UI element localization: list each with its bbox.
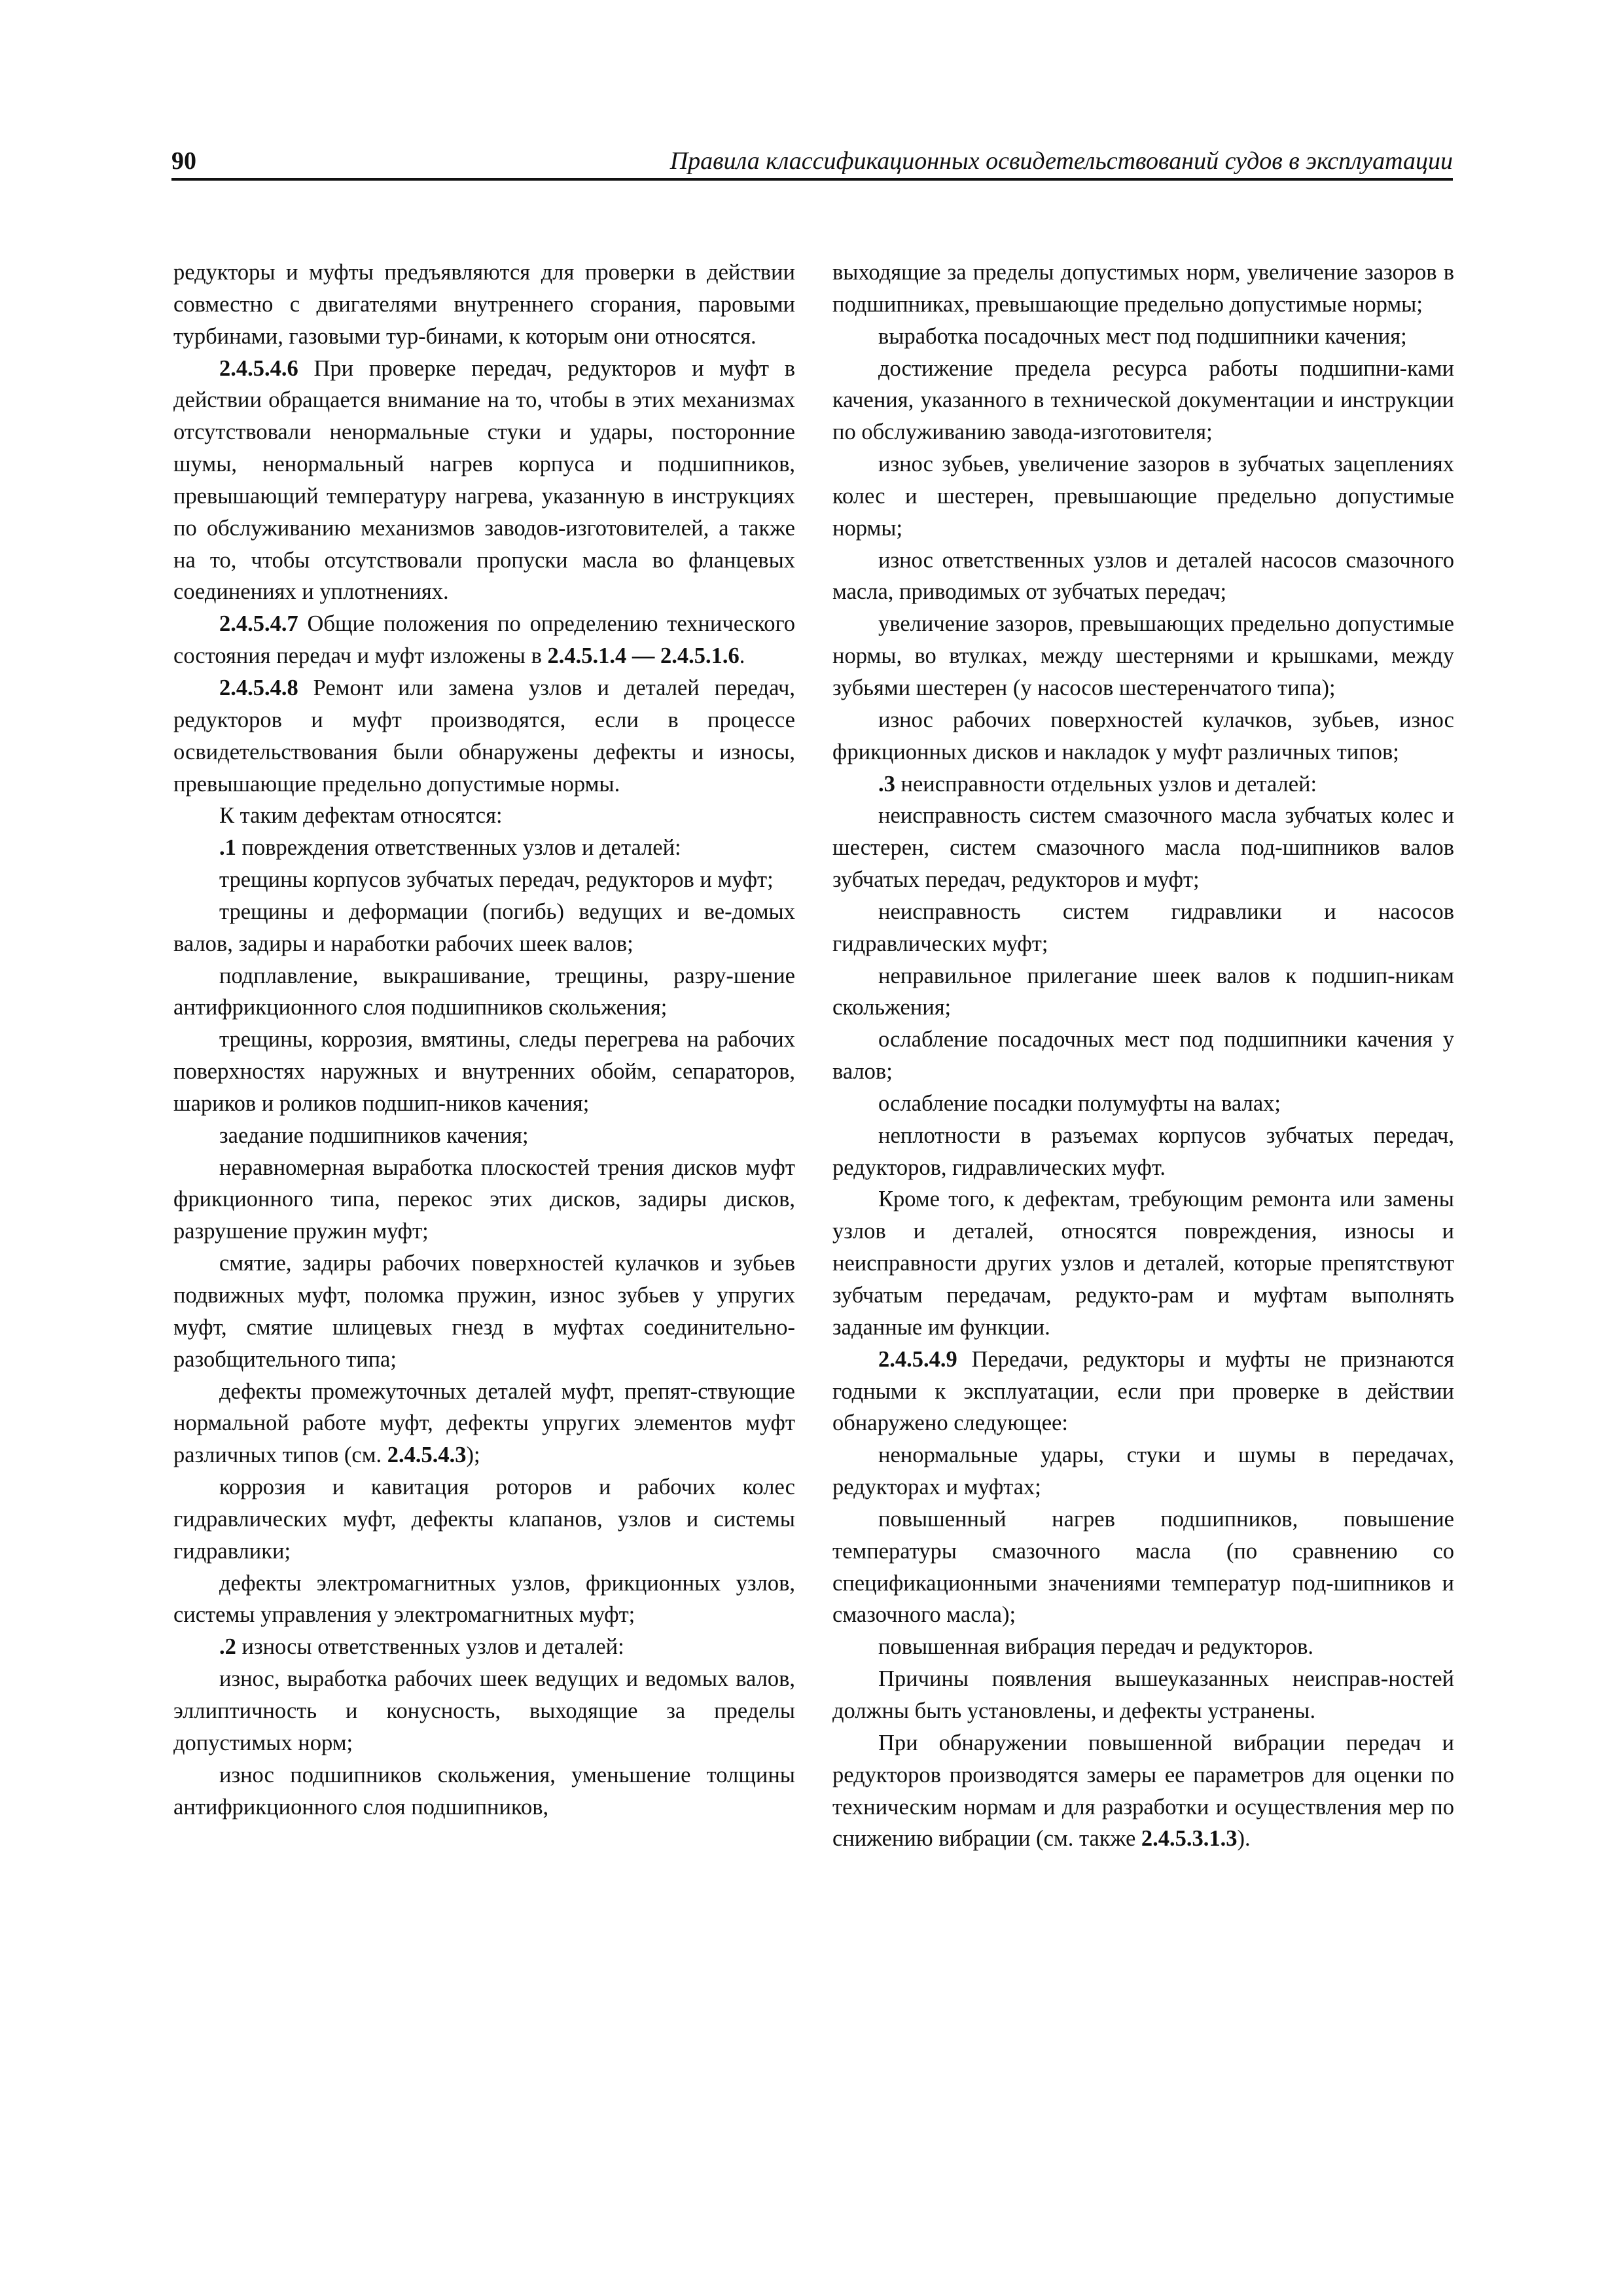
right-column bbox=[832, 257, 1454, 1855]
cross-reference: 2.4.5.1.4 — 2.4.5.1.6 bbox=[547, 643, 740, 669]
list-heading bbox=[173, 832, 795, 864]
paragraph-text: дефекты промежуточных деталей муфт, препят-ствующие нормальной работе муфт, дефекты упругих элементов муфт различных типов (см. bbox=[173, 1378, 795, 1468]
paragraph-text: неисправности отдельных узлов и деталей: bbox=[895, 771, 1317, 797]
paragraph-text: износы ответственных узлов и деталей: bbox=[236, 1634, 624, 1660]
list-item: увеличение зазоров, превышающих предельно допустимые нормы, во втулках, между шестернями и крышками, между зубьями шестерен (у насосов шестеренчатого типа); bbox=[832, 611, 1454, 700]
section-number: 2.4.5.4.6 bbox=[219, 355, 298, 381]
paragraph bbox=[173, 608, 795, 672]
paragraph-text: При обнаружении повышенной вибрации передач и редукторов производятся замеры ее параметров для оценки по техническим нормам и для разработки и осуществления мер по снижению вибрации (см. также bbox=[832, 1730, 1454, 1852]
list-heading bbox=[173, 1631, 795, 1663]
list-item: ненормальные удары, стуки и шумы в передачах, редукторах и муфтах; bbox=[832, 1443, 1454, 1500]
paragraph-text: Ремонт или замена узлов и деталей передач, редукторов и муфт производятся, если в процессе освидетельствования были обнаружены дефекты и износы, превышающие предельно допустимые нормы. bbox=[173, 675, 795, 797]
paragraph bbox=[832, 1727, 1454, 1855]
list-item: ослабление посадочных мест под подшипники качения у валов; bbox=[832, 1027, 1454, 1085]
paragraph: Кроме того, к дефектам, требующим ремонта или замены узлов и деталей, относятся повреждения, износы и неисправности других узлов и деталей, которые препятствуют зубчатым передачам, редукто-рам и муфтам выполнять заданные им функции. bbox=[832, 1187, 1454, 1340]
list-number: .1 bbox=[219, 835, 236, 861]
section-number: 2.4.5.4.7 bbox=[219, 611, 298, 637]
cross-reference: 2.4.5.3.1.3 bbox=[1141, 1826, 1238, 1852]
list-item: дефекты электромагнитных узлов, фрикционных узлов, системы управления у электромагнитных муфт; bbox=[173, 1570, 795, 1628]
paragraph: Причины появления вышеуказанных неисправ-ностей должны быть установлены, и дефекты устранены. bbox=[832, 1666, 1454, 1723]
list-item: достижение предела ресурса работы подшипни-ками качения, указанного в технической документации и инструкции по обслуживанию завода-изготовителя; bbox=[832, 355, 1454, 445]
list-item: подплавление, выкрашивание, трещины, разру-шение антифрикционного слоя подшипников скольжения; bbox=[173, 963, 795, 1020]
paragraph-text: повреждения ответственных узлов и деталей: bbox=[236, 835, 681, 861]
list-item: неплотности в разъемах корпусов зубчатых передач, редукторов, гидравлических муфт. bbox=[832, 1122, 1454, 1180]
list-item: износ подшипников скольжения, уменьшение толщины антифрикционного слоя подшипников, bbox=[173, 1762, 795, 1820]
paragraph bbox=[173, 353, 795, 609]
list-item: заедание подшипников качения; bbox=[219, 1122, 529, 1148]
paragraph-text: Общие положения по определению технического состояния передач и муфт изложены в bbox=[173, 611, 795, 669]
list-number: .3 bbox=[878, 771, 895, 797]
section-number: 2.4.5.4.8 bbox=[219, 675, 298, 700]
paragraph-text: При проверке передач, редукторов и муфт в действии обращается внимание на то, чтобы в этих механизмах отсутствовали ненормальные стуки и удары, посторонние шумы, ненормальный нагрев корпуса и подшипников, превышающий температуру нагрева, указанную в инструкциях по обслуживанию механизмов заводов-изготовителей, а также на то, чтобы отсутствовали пропуски масла во фланцевых соединениях и уплотнениях. bbox=[173, 355, 795, 605]
list-item: смятие, задиры рабочих поверхностей кулачков и зубьев подвижных муфт, поломка пружин, износ зубьев у упругих муфт, смятие шлицевых гнезд в муфтах соединительно-разобщительного типа; bbox=[173, 1251, 795, 1372]
list-item: выработка посадочных мест под подшипники качения; bbox=[878, 323, 1407, 349]
paragraph: редукторы и муфты предъявляются для проверки в действии совместно с двигателями внутреннего сгорания, паровыми турбинами, газовыми тур-бинами, к которым они относятся. bbox=[173, 260, 795, 349]
list-number: .2 bbox=[219, 1634, 236, 1660]
paragraph-text: ); bbox=[466, 1443, 480, 1468]
page-header bbox=[171, 144, 1453, 178]
left-column bbox=[173, 257, 795, 1823]
paragraph-text: Передачи, редукторы и муфты не признаются годными к эксплуатации, если при проверке в действии обнаружено следующее: bbox=[832, 1346, 1454, 1436]
page-number: 90 bbox=[171, 147, 196, 175]
paragraph bbox=[832, 1344, 1454, 1440]
list-item: неисправность систем гидравлики и насосов гидравлических муфт; bbox=[832, 899, 1454, 956]
list-item: ослабление посадки полумуфты на валах; bbox=[878, 1090, 1281, 1116]
list-item: неисправность систем смазочного масла зубчатых колес и шестерен, систем смазочного масла под-шипников валов зубчатых передач, редукторов и муфт; bbox=[832, 803, 1454, 893]
paragraph-text: . bbox=[739, 643, 745, 669]
list-item: трещины корпусов зубчатых передач, редукторов и муфт; bbox=[219, 867, 774, 893]
list-item: неправильное прилегание шеек валов к подшип-никам скольжения; bbox=[832, 963, 1454, 1020]
list-item: трещины и деформации (погибь) ведущих и ве-домых валов, задиры и наработки рабочих шеек валов; bbox=[173, 899, 795, 956]
list-heading bbox=[832, 768, 1454, 800]
list-item: износ рабочих поверхностей кулачков, зубьев, износ фрикционных дисков и накладок у муфт различных типов; bbox=[832, 707, 1454, 764]
paragraph bbox=[173, 672, 795, 800]
list-item: повышенный нагрев подшипников, повышение температуры смазочного масла (по сравнению со спецификационными значениями температур под-шипников и смазочного масла); bbox=[832, 1506, 1454, 1628]
list-item: выходящие за пределы допустимых норм, увеличение зазоров в подшипниках, превышающие предельно допустимые нормы; bbox=[832, 260, 1454, 317]
section-number: 2.4.5.4.9 bbox=[878, 1346, 957, 1372]
list-item bbox=[173, 1376, 795, 1472]
cross-reference: 2.4.5.4.3 bbox=[387, 1443, 467, 1468]
list-item: коррозия и кавитация роторов и рабочих колес гидравлических муфт, дефекты клапанов, узлов и системы гидравлики; bbox=[173, 1475, 795, 1564]
list-item: износ, выработка рабочих шеек ведущих и ведомых валов, эллиптичность и конусность, выходящие за пределы допустимых норм; bbox=[173, 1666, 795, 1755]
running-title: Правила классификационных освидетельствований судов в эксплуатации bbox=[669, 147, 1453, 175]
paragraph: К таким дефектам относятся: bbox=[219, 803, 503, 829]
list-item: повышенная вибрация передач и редукторов. bbox=[878, 1634, 1314, 1660]
list-item: износ ответственных узлов и деталей насосов смазочного масла, приводимых от зубчатых передач; bbox=[832, 547, 1454, 605]
paragraph-text: ). bbox=[1237, 1826, 1251, 1852]
list-item: трещины, коррозия, вмятины, следы перегрева на рабочих поверхностях наружных и внутренних обойм, сепараторов, шариков и роликов подшип-ников качения; bbox=[173, 1027, 795, 1116]
header-rule bbox=[171, 178, 1453, 181]
list-item: неравномерная выработка плоскостей трения дисков муфт фрикционного типа, перекос этих дисков, задиры дисков, разрушение пружин муфт; bbox=[173, 1155, 795, 1244]
list-item: износ зубьев, увеличение зазоров в зубчатых зацеплениях колес и шестерен, превышающие предельно допустимые нормы; bbox=[832, 452, 1454, 541]
